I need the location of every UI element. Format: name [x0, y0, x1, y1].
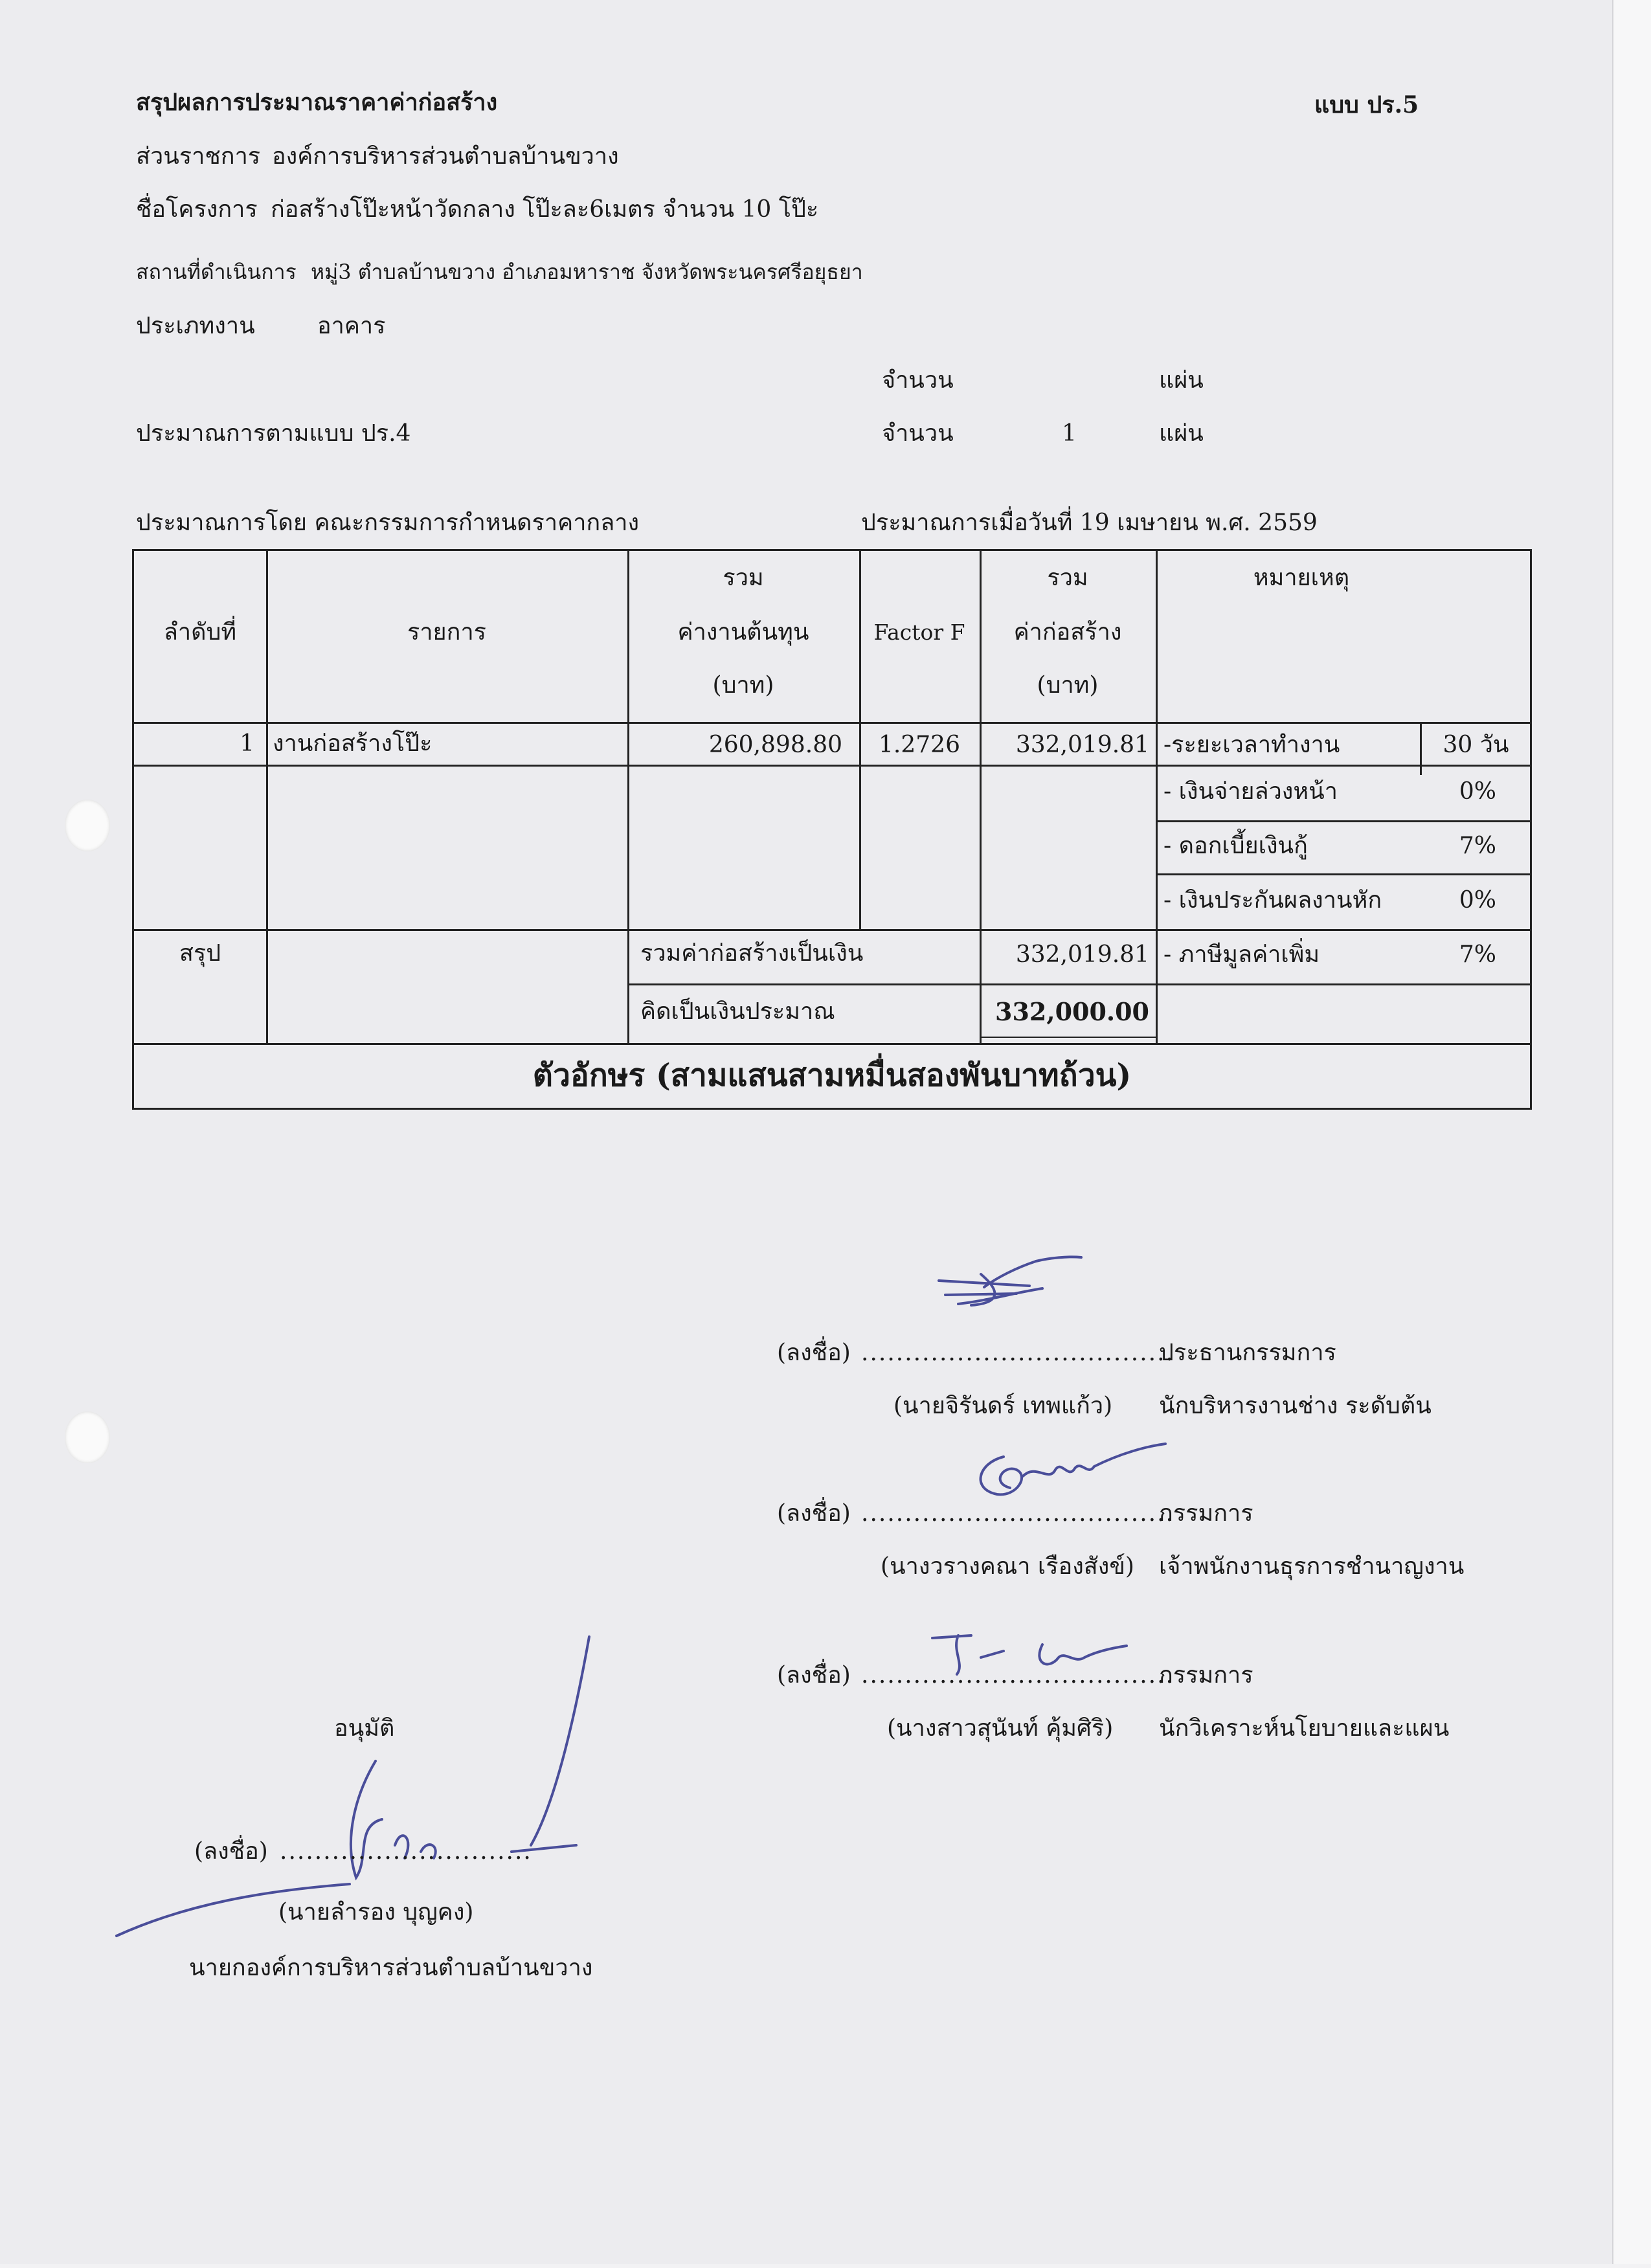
approve-sign-prefix: (ลงชื่อ)	[194, 1838, 268, 1865]
remark-duration-label: -ระยะเวลาทำงาน	[1163, 732, 1340, 758]
table-hline	[1156, 873, 1530, 875]
sign-name-1: (นายจิรันดร์ เทพแก้ว)	[893, 1393, 1113, 1419]
form-code: แบบ ปร.5	[1314, 91, 1419, 118]
approve-name: (นายลำรอง บุญคง)	[278, 1899, 474, 1926]
header-no: ลำดับที่	[163, 619, 237, 646]
signature-chairman	[919, 1248, 1088, 1319]
summary-label: สรุป	[179, 940, 221, 967]
sign-name-3: (นางสาวสุนันท์ คุ้มศิริ)	[887, 1715, 1114, 1742]
table-hline	[134, 929, 1530, 931]
header-cost-line2: ค่างานต้นทุน	[677, 619, 809, 646]
table-hline	[627, 983, 1530, 985]
sign-prefix-1: (ลงชื่อ)	[777, 1340, 851, 1366]
sign-prefix-3: (ลงชื่อ)	[777, 1662, 851, 1689]
estimate-by: ประมาณการโดย คณะกรรมการกำหนดราคากลาง	[136, 510, 640, 536]
sheets-qty-2: 1	[1062, 420, 1077, 447]
table-hline	[134, 1043, 1530, 1045]
header-total-line3: (บาท)	[1037, 672, 1099, 699]
table-hline	[134, 722, 1530, 724]
table-hline	[134, 765, 1530, 767]
agency-value: องค์การบริหารส่วนตำบลบ้านขวาง	[272, 143, 619, 170]
row-cost: 260,898.80	[708, 732, 842, 758]
approx-label: คิดเป็นเงินประมาณ	[640, 998, 835, 1025]
remark-duration-value: 30 วัน	[1443, 732, 1509, 758]
sign-dots-2: ....................................	[861, 1500, 1174, 1527]
page-edge	[1612, 0, 1651, 2268]
header-cost-line1: รวม	[723, 565, 764, 591]
sign-position-3: นักวิเคราะห์นโยบายและแผน	[1159, 1715, 1450, 1742]
sign-role-1: ประธานกรรมการ	[1159, 1340, 1336, 1366]
row-item: งานก่อสร้างโป๊ะ	[273, 730, 432, 757]
sign-dots-1: ....................................	[861, 1340, 1174, 1366]
remark-advance-value: 0%	[1459, 778, 1496, 805]
sheets-qty-label-2: จำนวน	[882, 420, 954, 447]
approve-dots: .............................	[280, 1838, 532, 1865]
work-type-value: อาคาร	[317, 313, 386, 339]
estimate-table	[132, 549, 1532, 1110]
header-factor: Factor F	[873, 620, 965, 645]
sheets-unit-2: แผ่น	[1159, 420, 1204, 447]
remark-interest-label: - ดอกเบี้ยเงินกู้	[1163, 833, 1308, 859]
location-label: สถานที่ดำเนินการ	[136, 260, 297, 284]
sum-label: รวมค่าก่อสร้างเป็นเงิน	[640, 940, 864, 967]
approx-value: 332,000.00	[995, 997, 1149, 1026]
agency-label: ส่วนราชการ	[136, 143, 261, 170]
location-value: หมู่3 ตำบลบ้านขวาง อำเภอมหาราช จังหวัดพระนครศรีอยุธยา	[311, 260, 863, 284]
sheets-qty-label-1: จำนวน	[882, 367, 954, 394]
header-total-line1: รวม	[1047, 565, 1088, 591]
sign-prefix-2: (ลงชื่อ)	[777, 1500, 851, 1527]
table-hline	[1156, 820, 1530, 822]
sign-name-2: (นางวรางคณา เรืองสังข์)	[881, 1553, 1134, 1580]
sign-role-3: กรรมการ	[1159, 1662, 1253, 1689]
row-total: 332,019.81	[1015, 732, 1149, 758]
project-value: ก่อสร้างโป๊ะหน้าวัดกลาง โป๊ะละ6เมตร จำนวน 10 โป๊ะ	[271, 196, 819, 223]
remark-advance-label: - เงินจ่ายล่วงหน้า	[1163, 778, 1338, 805]
sign-position-2: เจ้าพนักงานธุรการชำนาญงาน	[1159, 1553, 1465, 1580]
header-total-line2: ค่าก่อสร้าง	[1013, 619, 1122, 646]
row-factor: 1.2726	[879, 732, 960, 758]
work-type-label: ประเภทงาน	[136, 313, 255, 339]
approx-double-underline	[980, 1037, 1156, 1038]
header-item: รายการ	[407, 619, 486, 646]
approve-position: นายกองค์การบริหารส่วนตำบลบ้านขวาง	[189, 1955, 593, 1981]
pr4-label: ประมาณการตามแบบ ปร.4	[136, 420, 411, 447]
row-no: 1	[240, 730, 254, 757]
remark-vat-label: - ภาษีมูลค่าเพิ่ม	[1163, 941, 1320, 968]
header-cost-line3: (บาท)	[712, 672, 774, 699]
punch-hole-top	[65, 800, 110, 851]
project-label: ชื่อโครงการ	[136, 196, 258, 223]
sign-role-2: กรรมการ	[1159, 1500, 1253, 1527]
document-title: สรุปผลการประมาณราคาค่าก่อสร้าง	[136, 89, 498, 116]
remark-guarantee-label: - เงินประกันผลงานหัก	[1163, 887, 1382, 914]
remark-interest-value: 7%	[1459, 833, 1496, 859]
estimate-date: ประมาณการเมื่อวันที่ 19 เมษายน พ.ศ. 2559	[861, 510, 1318, 536]
amount-in-words: ตัวอักษร (สามแสนสามหมื่นสองพันบาทถ้วน)	[532, 1057, 1132, 1094]
remark-vat-value: 7%	[1459, 941, 1496, 968]
sheets-unit-1: แผ่น	[1159, 367, 1204, 394]
header-remark: หมายเหตุ	[1253, 565, 1350, 591]
punch-hole-bottom	[65, 1411, 110, 1463]
sign-position-1: นักบริหารงานช่าง ระดับต้น	[1159, 1393, 1432, 1419]
page-bottom-strip	[0, 2264, 1651, 2268]
approve-label: อนุมัติ	[334, 1715, 395, 1742]
sum-value: 332,019.81	[1015, 941, 1149, 968]
signature-member-1	[939, 1437, 1172, 1509]
table-vline	[1156, 551, 1158, 1043]
remark-guarantee-value: 0%	[1459, 887, 1496, 914]
sign-dots-3: ....................................	[861, 1662, 1174, 1689]
